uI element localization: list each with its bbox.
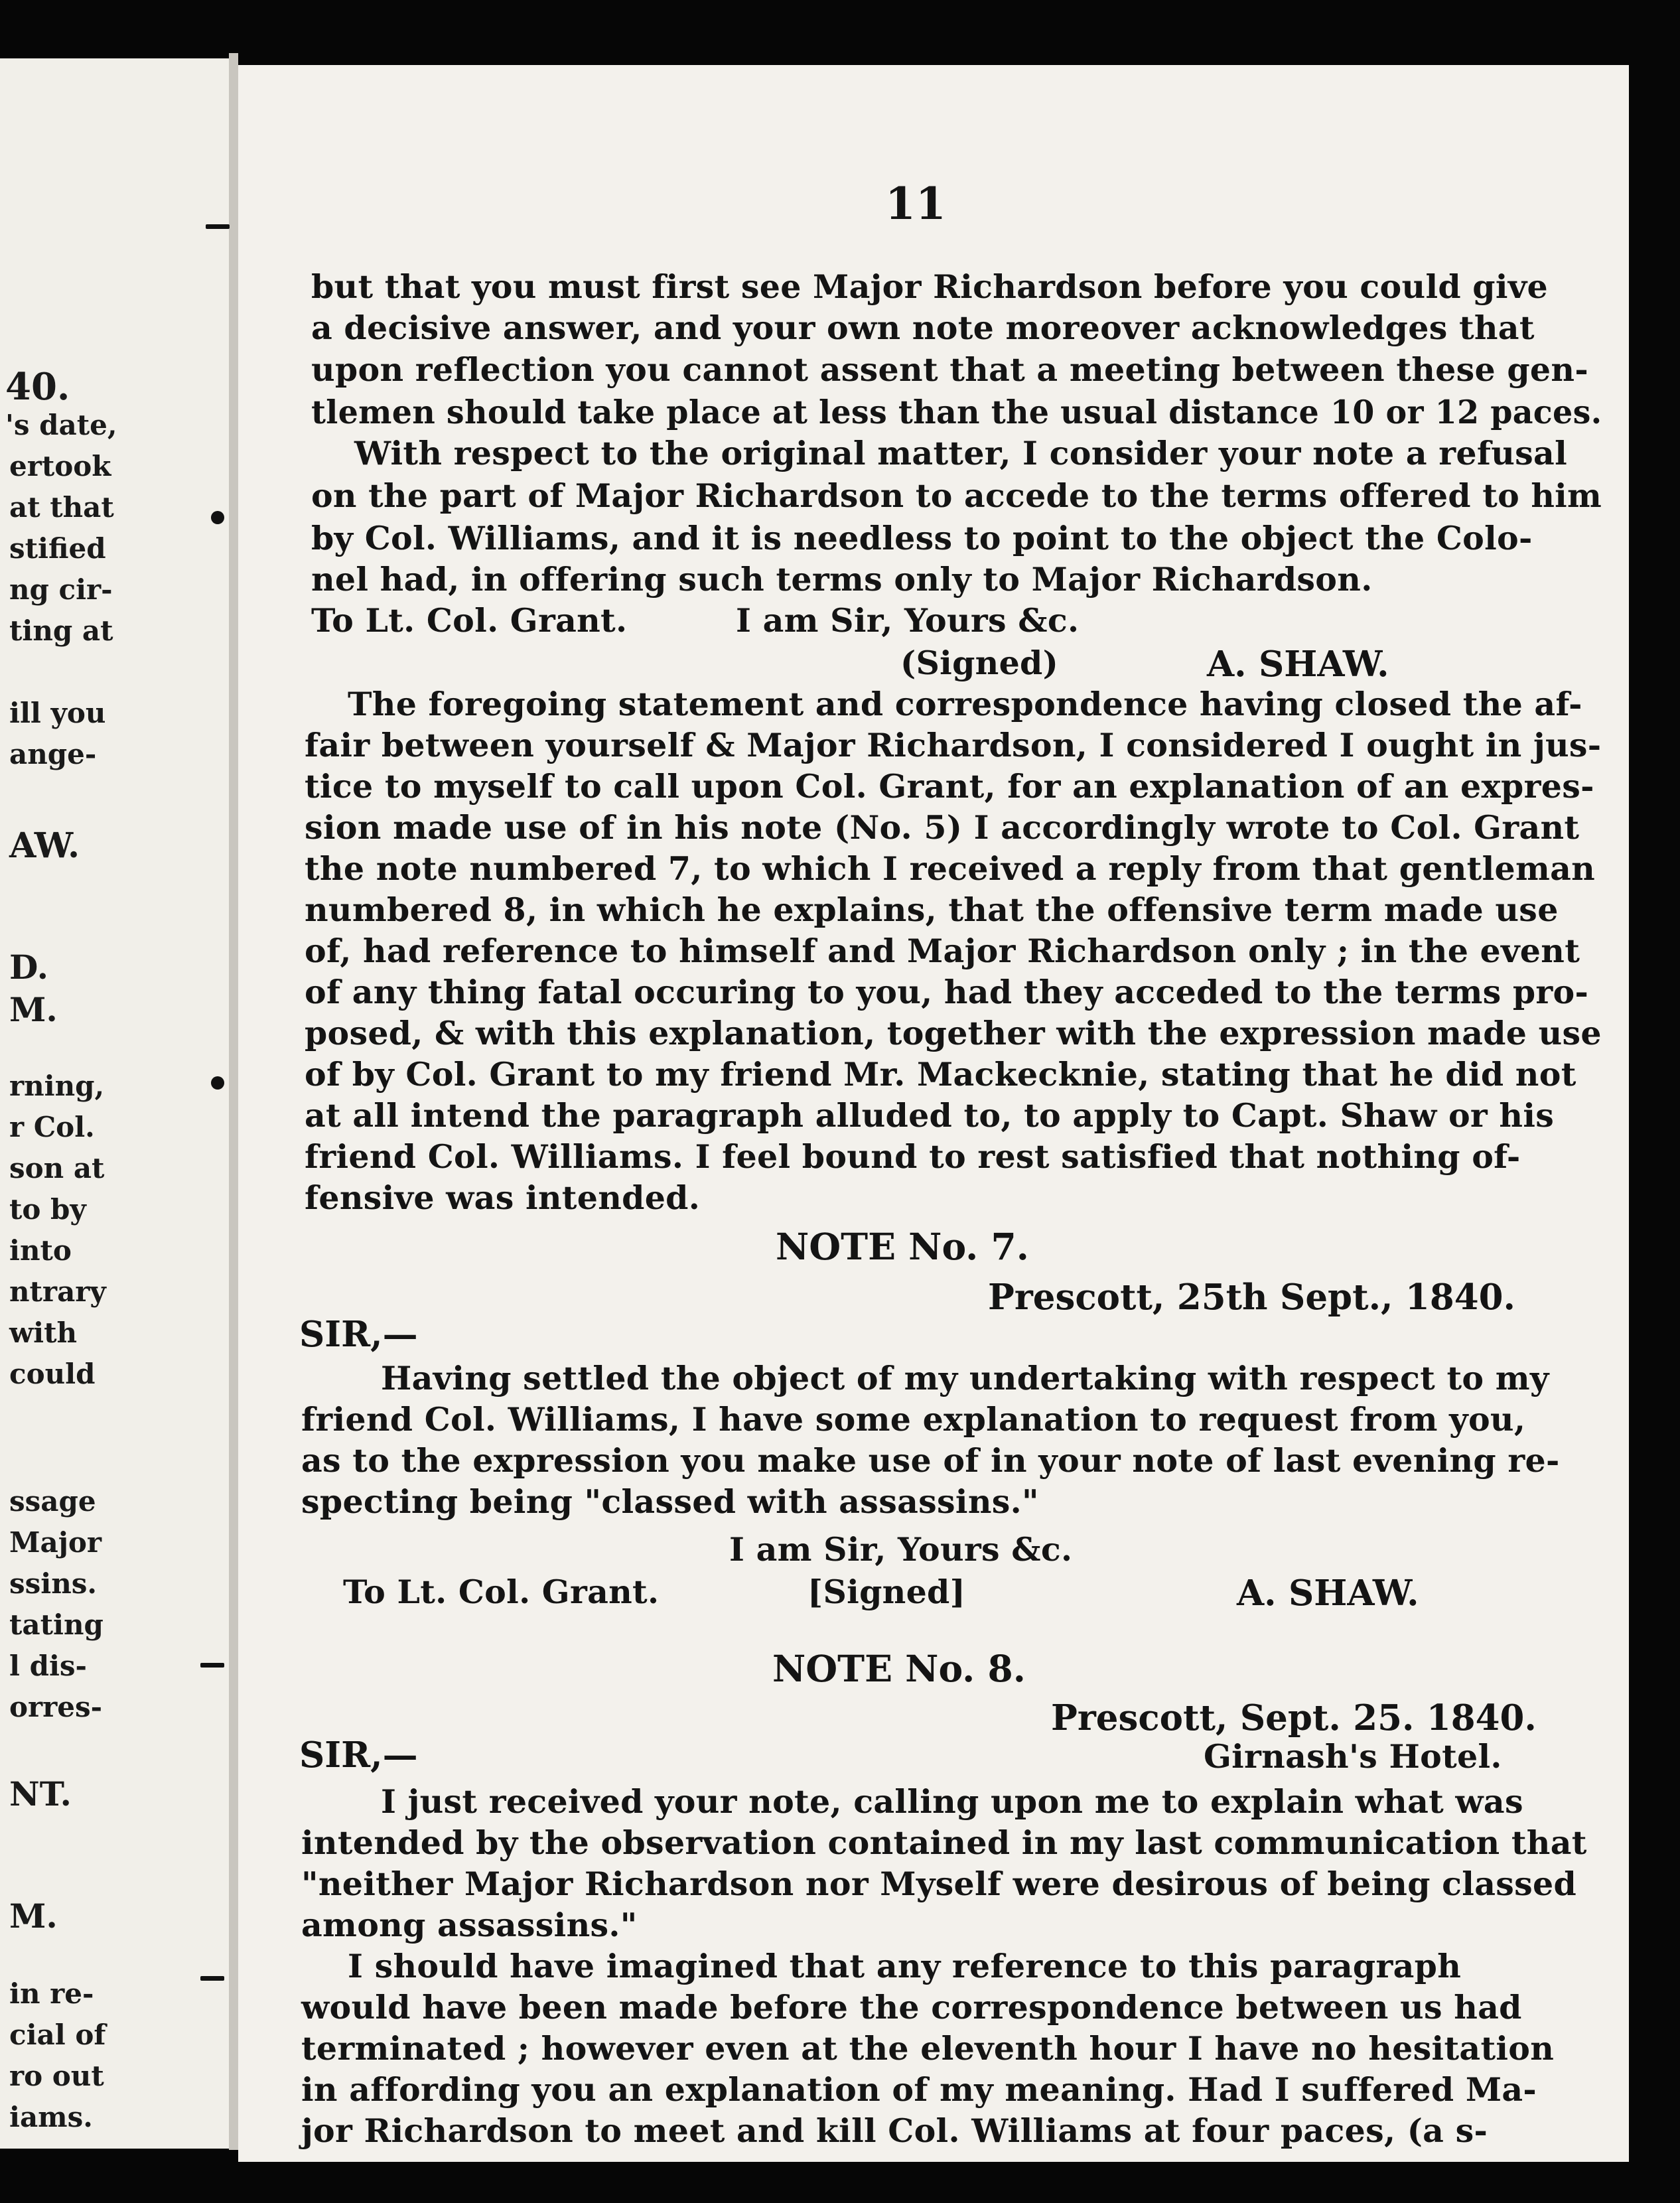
left-page-line: ng cir-: [9, 573, 113, 606]
note-8-line: I should have imagined that any reference to this paragraph: [348, 1947, 1462, 1985]
note-7-closing: I am Sir, Yours &c.: [729, 1530, 1073, 1569]
left-page-line: ssage: [9, 1485, 96, 1518]
left-page-line: into: [9, 1234, 72, 1267]
body-line: at all intend the paragraph alluded to, to apply to Capt. Shaw or his: [305, 1096, 1555, 1135]
body-line: upon reflection you cannot assent that a meeting between these gen-: [311, 350, 1588, 389]
left-page-line: M.: [9, 990, 58, 1029]
note-7-signed: [Signed]: [807, 1573, 966, 1611]
left-page-line: could: [9, 1358, 96, 1390]
note-8-line: would have been made before the correspondence between us had: [301, 1988, 1522, 2026]
signed-mark: (Signed): [900, 644, 1059, 682]
left-page-line: NT.: [9, 1774, 72, 1813]
note-8-line: among assassins.": [301, 1906, 638, 1944]
note-8-line: intended by the observation contained in my last communication that: [301, 1823, 1587, 1862]
note-7-addressee: To Lt. Col. Grant.: [343, 1573, 660, 1611]
page-number: 11: [885, 178, 946, 230]
left-page-line: M.: [9, 1896, 58, 1936]
left-page-line: stified: [9, 532, 106, 565]
left-page-line: D.: [9, 948, 48, 987]
note-7-heading: NOTE No. 7.: [776, 1225, 1029, 1268]
left-page-line: 40.: [5, 365, 70, 409]
body-line: tlemen should take place at less than the usual distance 10 or 12 paces.: [311, 393, 1602, 431]
note-7-line: specting being "classed with assassins.": [301, 1482, 1039, 1521]
left-page-line: ill you: [9, 697, 106, 729]
left-page-line: cial of: [9, 2019, 106, 2051]
note-8-line: I just received your note, calling upon me to explain what was: [381, 1782, 1523, 1821]
addressee: To Lt. Col. Grant.: [311, 601, 628, 640]
body-line: on the part of Major Richardson to accede to the terms offered to him: [311, 476, 1602, 515]
left-page-line: orres-: [9, 1691, 103, 1723]
body-line: fair between yourself & Major Richardson, I considered I ought in jus-: [305, 726, 1602, 764]
margin-dot: [211, 511, 224, 524]
body-line: of, had reference to himself and Major Richardson only ; in the event: [305, 932, 1580, 970]
left-page-line: tating: [9, 1608, 104, 1641]
signature-name: A. SHAW.: [1207, 644, 1389, 685]
left-page-line: Major: [9, 1526, 102, 1559]
book-spine: [229, 53, 238, 2150]
left-page-line: ssins.: [9, 1567, 98, 1600]
note-8-line: in affording you an explanation of my meaning. Had I suffered Ma-: [301, 2070, 1537, 2109]
note-8-line: jor Richardson to meet and kill Col. Williams at four paces, (a s-: [301, 2111, 1488, 2150]
note-7-signature: A. SHAW.: [1237, 1573, 1419, 1614]
left-page-line: ange-: [9, 738, 97, 770]
left-page-line: at that: [9, 491, 114, 524]
body-line: of by Col. Grant to my friend Mr. Mackecknie, stating that he did not: [305, 1055, 1576, 1094]
note-8-line: "neither Major Richardson nor Myself were desirous of being classed: [301, 1865, 1577, 1903]
body-line: nel had, in offering such terms only to Major Richardson.: [311, 560, 1373, 599]
note-7-dateline: Prescott, 25th Sept., 1840.: [988, 1277, 1515, 1318]
left-page-line: son at: [9, 1152, 105, 1184]
note-8-place: Girnash's Hotel.: [1204, 1737, 1502, 1776]
left-page-line: ntrary: [9, 1275, 106, 1308]
body-line: but that you must first see Major Richardson before you could give: [311, 267, 1548, 306]
left-page-line: 's date,: [5, 409, 117, 441]
body-line: fensive was intended.: [305, 1178, 701, 1217]
closing: I am Sir, Yours &c.: [736, 601, 1080, 640]
note-8-heading: NOTE No. 8.: [772, 1647, 1026, 1690]
document-page: [238, 65, 1629, 2162]
body-line: tice to myself to call upon Col. Grant, for an explanation of an expres-: [305, 767, 1594, 806]
body-line: sion made use of in his note (No. 5) I accordingly wrote to Col. Grant: [305, 808, 1580, 847]
margin-tick: [200, 1663, 224, 1668]
body-line: friend Col. Williams. I feel bound to rest satisfied that nothing of-: [305, 1137, 1521, 1176]
left-page-line: AW.: [9, 825, 80, 866]
note-8-dateline: Prescott, Sept. 25. 1840.: [1051, 1697, 1537, 1739]
left-page-line: ting at: [9, 614, 113, 647]
note-7-line: friend Col. Williams, I have some explanation to request from you,: [301, 1400, 1526, 1439]
left-page-line: in re-: [9, 1977, 94, 2010]
left-page-line: l dis-: [9, 1650, 87, 1682]
note-8-line: terminated ; however even at the eleventh hour I have no hesitation: [301, 2029, 1555, 2068]
body-line: a decisive answer, and your own note moreover acknowledges that: [311, 309, 1535, 347]
margin-tick: [206, 224, 230, 229]
margin-dot: [211, 1076, 224, 1090]
note-7-salutation: SIR,—: [299, 1314, 418, 1355]
left-page-line: with: [9, 1316, 78, 1349]
note-7-line: Having settled the object of my undertaking with respect to my: [381, 1359, 1549, 1397]
note-8-salutation: SIR,—: [299, 1735, 418, 1776]
body-line: numbered 8, in which he explains, that the offensive term made use: [305, 890, 1559, 929]
left-page-line: iams.: [9, 2101, 93, 2133]
left-page-line: rning,: [9, 1070, 105, 1102]
body-line: The foregoing statement and correspondence having closed the af-: [348, 685, 1582, 723]
body-line: posed, & with this explanation, together with the expression made use: [305, 1014, 1602, 1052]
margin-tick: [200, 1976, 224, 1981]
previous-page-fragment: [0, 58, 229, 2149]
left-page-line: to by: [9, 1193, 86, 1226]
left-page-line: ro out: [9, 2060, 104, 2092]
body-line: With respect to the original matter, I consider your note a refusal: [354, 434, 1567, 472]
left-page-line: ertook: [9, 450, 111, 482]
body-line: of any thing fatal occuring to you, had they acceded to the terms pro-: [305, 973, 1589, 1011]
body-line: by Col. Williams, and it is needless to point to the object the Colo-: [311, 519, 1533, 557]
note-7-line: as to the expression you make use of in your note of last evening re-: [301, 1441, 1560, 1480]
body-line: the note numbered 7, to which I received a reply from that gentleman: [305, 849, 1596, 888]
left-page-line: r Col.: [9, 1111, 95, 1143]
